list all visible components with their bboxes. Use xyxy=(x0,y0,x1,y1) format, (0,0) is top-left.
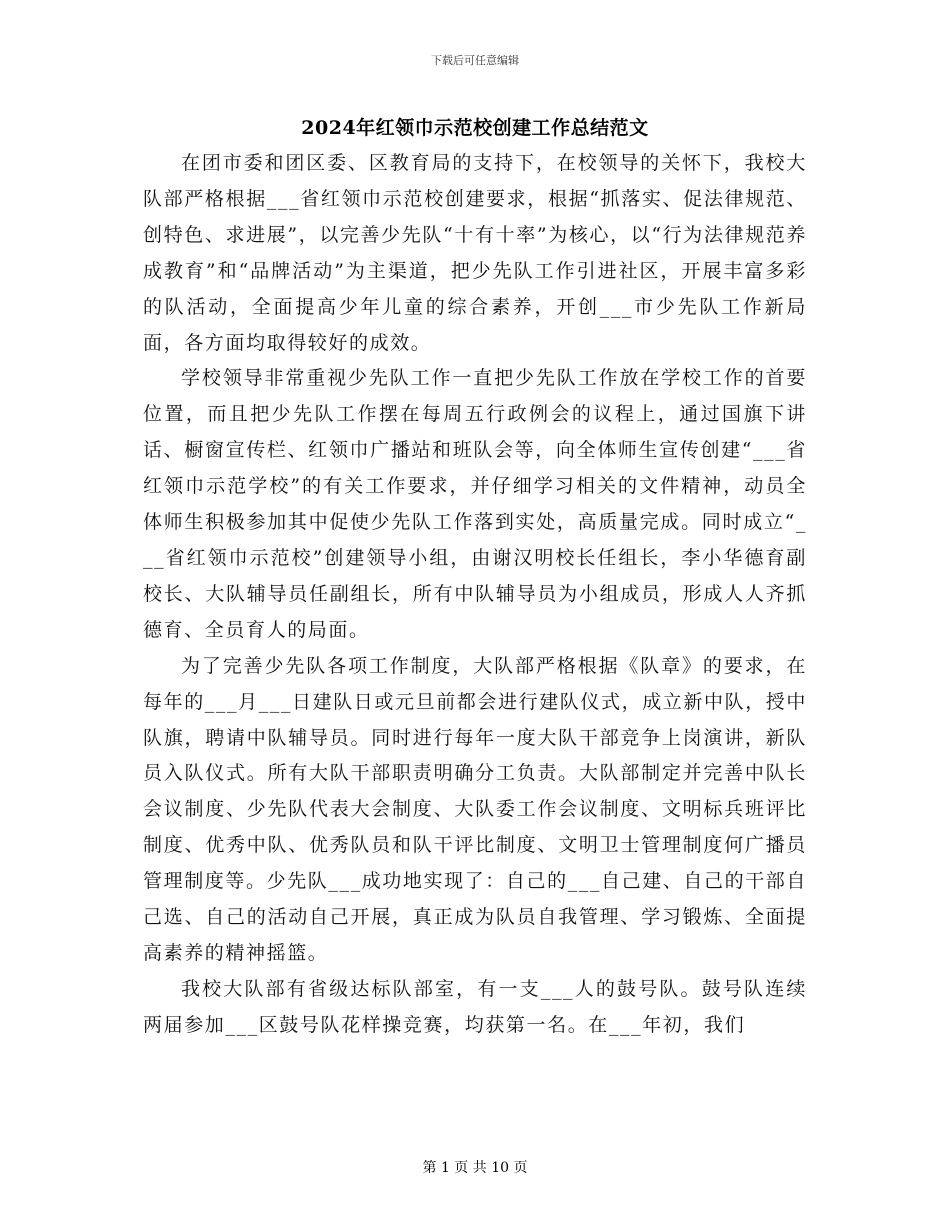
page-number-footer: 第 1 页 共 10 页 xyxy=(422,1160,528,1176)
paragraph: 为了完善少先队各项工作制度，大队部严格根据《队章》的要求，在每年的___月___日建队日或元旦前都会进行建队仪式，成立新中队，授中队旗，聘请中队辅导员。同时进行每年一度大队干部竞争上岗演讲，新队员入队仪式。所有大队干部职责明确分工负责。大队部制定并完善中队长会议制度、少先队代表大会制度、大队委工作会议制度、文明标兵班评比制度、优秀中队、优秀队员和队干评比制度、文明卫士管理制度何广播员管理制度等。少先队___成功地实现了：自己的___自己建、自己的干部自己选、自己的活动自己开展，真正成为队员自我管理、学习锻炼、全面提高素养的精神摇篮。 xyxy=(143,654,808,964)
page-header: 下载后可任意编辑 xyxy=(431,54,519,67)
paragraph: 学校领导非常重视少先队工作一直把少先队工作放在学校工作的首要位置，而且把少先队工作摆在每周五行政例会的议程上，通过国旗下讲话、橱窗宣传栏、红领巾广播站和班队会等，向全体师生宣传创建“___省红领巾示范学校”的有关工作要求，并仔细学习相关的文件精神，动员全体师生积极参加其中促使少先队工作落到实处，高质量完成。同时成立“___省红领巾示范校”创建领导小组，由谢汉明校长任组长，李小华德育副校长、大队辅导员任副组长，所有中队辅导员为小组成员，形成人人齐抓德育、全员育人的局面。 xyxy=(143,367,807,641)
paragraph: 我校大队部有省级达标队部室，有一支___人的鼓号队。鼓号队连续两届参加___区鼓号队花样操竞赛，均获第一名。在___年初，我们 xyxy=(143,977,807,1036)
document-body xyxy=(143,146,807,1044)
paragraph: 在团市委和团区委、区教育局的支持下，在校领导的关怀下，我校大队部严格根据___省红领巾示范校创建要求，根据“抓落实、促法律规范、创特色、求进展”，以完善少先队“十有十率”为核心，以“行为法律规范养成教育”和“品牌活动”为主渠道，把少先队工作引进社区，开展丰富多彩的队活动，全面提高少年儿童的综合素养，开创___市少先队工作新局面，各方面均取得较好的成效。 xyxy=(143,152,807,354)
document-title: 2024年红领巾示范校创建工作总结范文 xyxy=(301,117,649,139)
